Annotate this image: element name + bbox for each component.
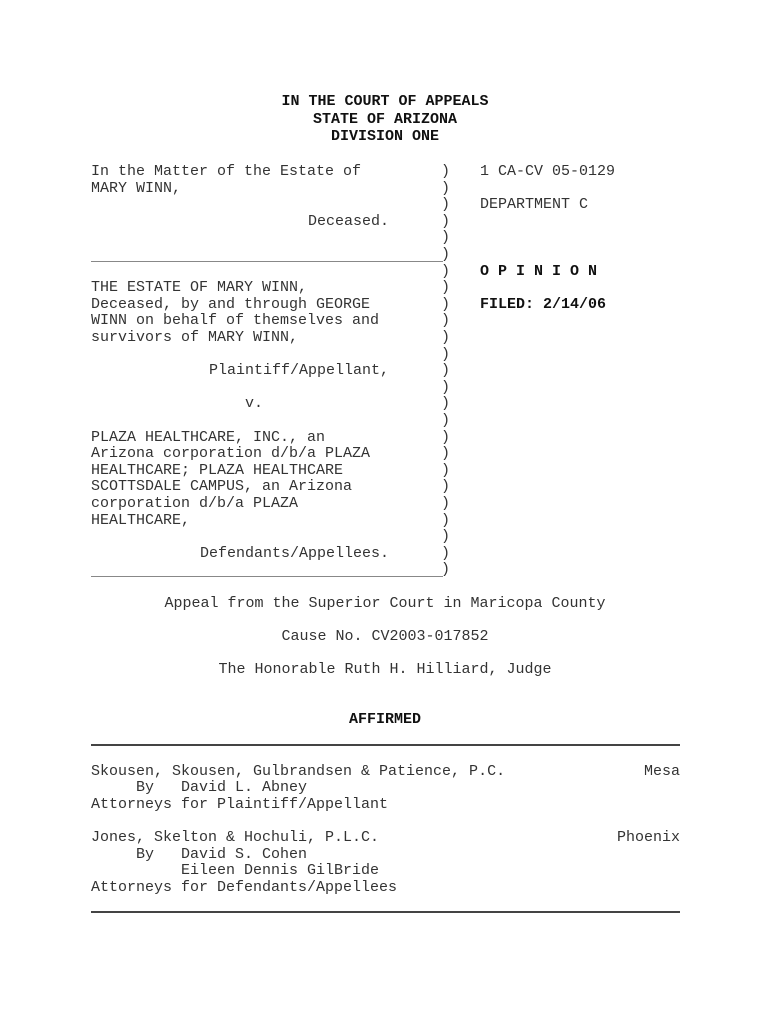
plaintiff-line: survivors of MARY WINN, (91, 329, 299, 346)
disposition: AFFIRMED (348, 711, 421, 728)
versus: v. (245, 395, 264, 413)
caption-paren: ) (441, 445, 451, 463)
caption-paren: ) (441, 544, 451, 562)
court-division: DIVISION ONE (330, 128, 440, 145)
caption-paren: ) (441, 229, 451, 247)
caption-paren: ) (441, 511, 451, 529)
deceased-label: Deceased. (308, 212, 390, 230)
defendant-line: HEALTHCARE; PLAZA HEALTHCARE (91, 461, 344, 479)
court-name: IN THE COURT OF APPEALS (281, 93, 489, 110)
caption-paren: ) (441, 362, 451, 380)
by-label: By (136, 779, 155, 796)
plaintiff-line: WINN on behalf of themselves and (91, 312, 380, 330)
caption-paren: ) (441, 212, 451, 230)
caption-paren: ) (441, 428, 451, 446)
appeal-from: Appeal from the Superior Court in Maricopa County (164, 595, 606, 612)
opinion-title: O P I N I O N (480, 262, 598, 280)
section-rule (91, 744, 680, 746)
case-number: 1 CA-CV 05-0129 (480, 163, 616, 180)
caption-paren: ) (441, 163, 451, 180)
caption-paren: ) (441, 179, 451, 197)
caption-divider (91, 261, 443, 262)
attorney-name: Eileen Dennis GilBride (181, 862, 380, 879)
caption-paren: ) (441, 528, 451, 546)
defendant-line: PLAZA HEALTHCARE, INC., an (91, 428, 326, 446)
counsel-role: Attorneys for Plaintiff/Appellant (91, 796, 389, 813)
filed-date: FILED: 2/14/06 (480, 295, 607, 313)
caption-paren: ) (441, 329, 451, 346)
caption-paren: ) (441, 461, 451, 479)
caption-paren: ) (441, 279, 451, 297)
department: DEPARTMENT C (480, 196, 589, 214)
matter-line: MARY WINN, (91, 179, 182, 197)
section-rule (91, 911, 680, 913)
caption-paren: ) (441, 495, 451, 512)
defendant-line: corporation d/b/a PLAZA (91, 495, 299, 512)
by-label: By (136, 846, 155, 863)
caption-divider (91, 576, 443, 577)
caption-paren: ) (441, 345, 451, 363)
matter-line: In the Matter of the Estate of (91, 163, 362, 180)
defendant-line: HEALTHCARE, (91, 511, 191, 529)
counsel-firm: Skousen, Skousen, Gulbrandsen & Patience, P.C. (91, 763, 506, 780)
defendant-role: Defendants/Appellees. (200, 544, 390, 562)
caption-paren: ) (441, 412, 451, 429)
caption-paren: ) (441, 561, 451, 579)
plaintiff-role: Plaintiff/Appellant, (209, 362, 390, 380)
attorney-name: David S. Cohen (181, 846, 308, 863)
court-state: STATE OF ARIZONA (312, 111, 458, 128)
caption-paren: ) (441, 295, 451, 313)
caption-paren: ) (441, 246, 451, 263)
caption-paren: ) (441, 395, 451, 413)
caption-paren: ) (441, 262, 451, 280)
defendant-line: SCOTTSDALE CAMPUS, an Arizona (91, 478, 353, 496)
caption-paren: ) (441, 196, 451, 214)
caption-paren: ) (441, 312, 451, 330)
plaintiff-line: Deceased, by and through GEORGE (91, 295, 371, 313)
attorney-name: David L. Abney (181, 779, 308, 796)
cause-number: Cause No. CV2003-017852 (281, 628, 489, 645)
counsel-role: Attorneys for Defendants/Appellees (91, 879, 398, 896)
judge: The Honorable Ruth H. Hilliard, Judge (218, 661, 552, 678)
caption-paren: ) (441, 378, 451, 396)
defendant-line: Arizona corporation d/b/a PLAZA (91, 445, 371, 463)
caption-paren: ) (441, 478, 451, 496)
counsel-city: Mesa (643, 763, 680, 780)
counsel-firm: Jones, Skelton & Hochuli, P.L.C. (91, 829, 380, 846)
counsel-city: Phoenix (616, 829, 680, 846)
plaintiff-line: THE ESTATE OF MARY WINN, (91, 279, 308, 297)
